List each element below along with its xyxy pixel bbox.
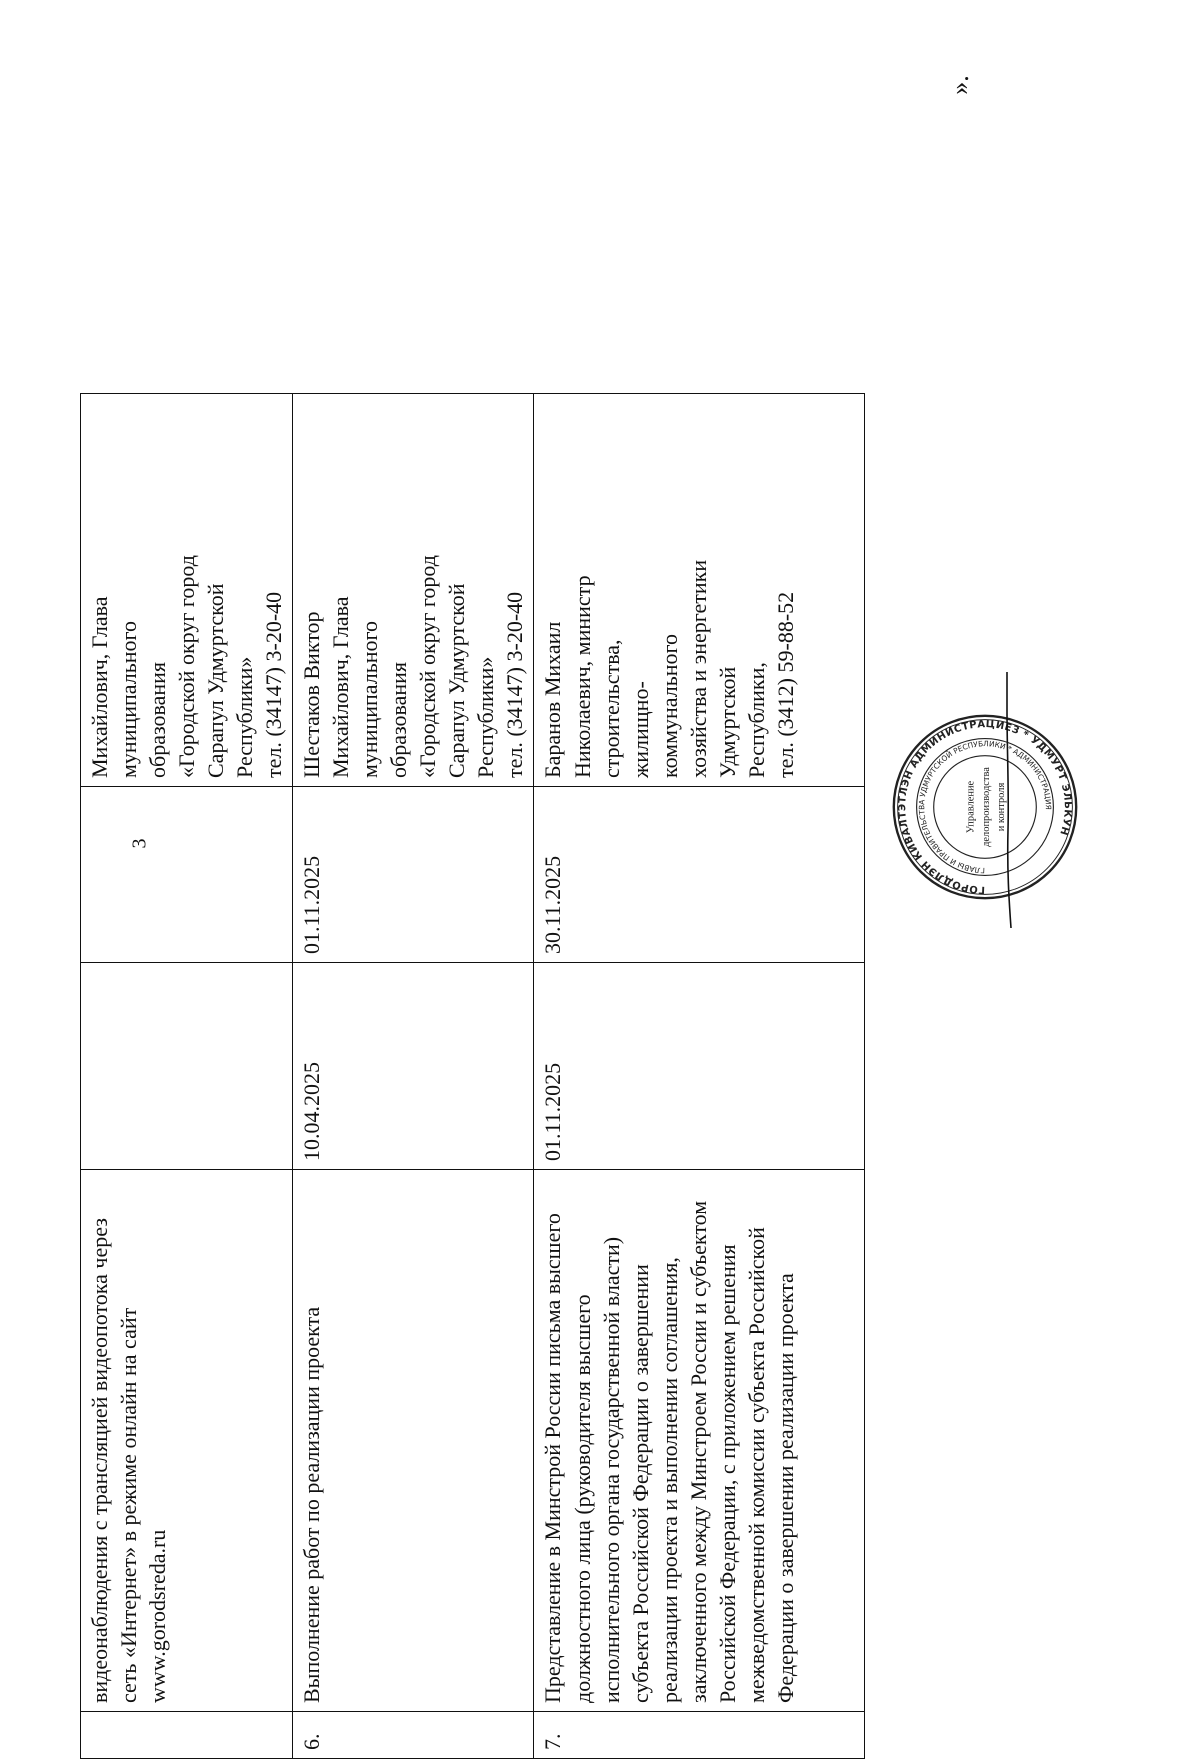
table-row (534, 394, 865, 1759)
end-date-cell (81, 787, 293, 963)
table-row (81, 394, 293, 1759)
start-date-cell: 01.11.2025 (534, 963, 865, 1170)
responsible-line: Республики» (232, 656, 258, 778)
responsible-line: «Городской округ город (415, 555, 441, 778)
schedule-table-container (80, 394, 851, 1759)
responsible-line: образования (145, 661, 171, 778)
responsible-cell (293, 394, 534, 787)
responsible-line: хозяйства и энергетики (685, 559, 711, 778)
responsible-line: Удмуртской (714, 666, 740, 778)
responsible-line: Николаевич, министр (569, 575, 595, 778)
stamp-outer-textpath: ГОРОДЛЭН КИВАЛТЭТЛЭН АДМИНИСТРАЦИЕЗ * УДМУРТ ЭЛЬКУН (897, 719, 1073, 895)
responsible-line: «Городской округ город (174, 555, 200, 778)
responsible-line: образования (386, 661, 412, 778)
start-date-cell: 10.04.2025 (293, 963, 534, 1170)
responsible-line: Шестаков Виктор (299, 611, 325, 778)
table-row (293, 394, 534, 1759)
responsible-line: Сарапул Удмуртской (444, 583, 470, 778)
page-number: 3 (128, 838, 151, 849)
responsible-cell (534, 394, 865, 787)
responsible-line: Михайлович, Глава (87, 596, 112, 778)
responsible-line: строительства, (598, 639, 624, 778)
responsible-line: Республики» (473, 656, 499, 778)
stamp-inner-textpath: ГЛАВЫ И ПРАВИТЕЛЬСТВА УДМУРТСКОЙ РЕСПУБЛИКИ * АДМИНИСТРАЦИЯ (917, 739, 1053, 875)
end-date-cell: 30.11.2025 (534, 787, 865, 963)
event-cell: видеонаблюдения с трансляцией видеопотока через сеть «Интернет» в режиме онлайн на сайт www.gorodsreda.ru (81, 1170, 293, 1712)
stamp-center-line: Управление (965, 780, 977, 834)
end-date-cell: 01.11.2025 (293, 787, 534, 963)
responsible-line: жилищно- (627, 681, 653, 778)
responsible-line: муниципального (116, 620, 142, 778)
responsible-line: Сарапул Удмуртской (203, 583, 229, 778)
stamp-center-line: делопроизводства (980, 767, 992, 847)
start-date-cell (81, 963, 293, 1170)
responsible-line: тел. (34147) 3-20-40 (261, 591, 287, 778)
responsible-line: тел. (34147) 3-20-40 (502, 591, 528, 778)
schedule-table (80, 393, 865, 1759)
row-number-cell (81, 1712, 293, 1759)
responsible-line: Баранов Михаил (540, 621, 566, 778)
row-number-cell: 6. (293, 1712, 534, 1759)
stamp-center-line: и контроля (996, 782, 1007, 832)
responsible-line: коммунального (656, 634, 682, 778)
responsible-line: Республики, (743, 662, 769, 778)
responsible-cell (81, 394, 293, 787)
responsible-line: Михайлович, Глава (328, 596, 354, 778)
signature-mark (985, 670, 1045, 930)
responsible-line: муниципального (357, 620, 383, 778)
row-number-cell: 7. (534, 1712, 865, 1759)
responsible-line: тел. (3412) 59-88-52 (772, 591, 798, 778)
closing-quote: ». (944, 75, 974, 95)
event-cell: Выполнение работ по реализации проекта (293, 1170, 534, 1712)
event-cell: Представление в Минстрой России письма высшего должностного лица (руководителя высшего исполнительного органа государственной власти) субъекта Российской Федерации о завершении реализации проекта и выполнении соглашения, заключенного между Минстроем России и субъектом Российской Федерации, с приложением решения межведомственной комиссии субъекта Российской Федерации о завершении реализации проекта (534, 1170, 865, 1712)
